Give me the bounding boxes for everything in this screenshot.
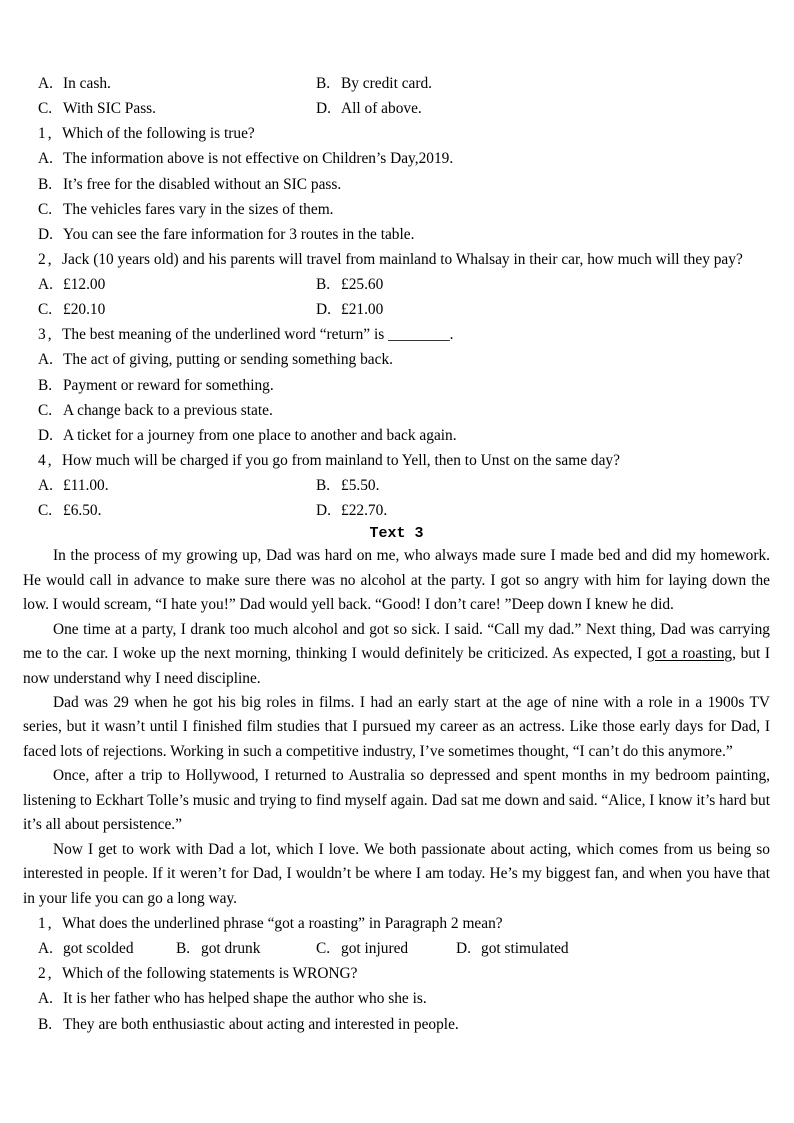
- question-text: Which of the following is true?: [62, 125, 255, 143]
- question-text: The best meaning of the underlined word “return” is ________.: [62, 326, 454, 344]
- option-text: £22.70.: [341, 502, 388, 520]
- option-d: [316, 498, 387, 523]
- option-row: [38, 1012, 756, 1037]
- option-row: [38, 936, 756, 961]
- option-text: £21.00: [341, 301, 384, 319]
- option-text: It is her father who has helped shape the author who she is.: [63, 990, 427, 1008]
- option-row: [38, 272, 756, 297]
- option-b: [316, 272, 383, 297]
- option-label: B.: [38, 376, 53, 394]
- question-number: 4 ,: [38, 448, 62, 473]
- option-row: [38, 423, 756, 448]
- option-text: You can see the fare information for 3 routes in the table.: [63, 225, 415, 243]
- option-row: [38, 347, 756, 372]
- option-row: [38, 398, 756, 423]
- option-c: [316, 936, 408, 961]
- option-row: [38, 172, 756, 197]
- option-row: [38, 71, 756, 96]
- question-1: [38, 121, 756, 146]
- question-4: [38, 448, 756, 473]
- question-3: [38, 322, 756, 347]
- option-text: £11.00.: [63, 477, 109, 494]
- text3-question-1: [38, 911, 756, 936]
- option-label: C.: [38, 502, 53, 520]
- paragraph-2: [23, 618, 770, 691]
- question-number: 2 ,: [38, 961, 62, 986]
- option-label: D.: [316, 301, 331, 319]
- option-text: got scolded: [63, 940, 134, 958]
- question-number: 1 ,: [38, 911, 62, 936]
- option-label: B.: [176, 940, 191, 958]
- option-label: C.: [316, 940, 331, 958]
- option-a: [38, 940, 134, 957]
- reading-passage: [23, 544, 770, 911]
- option-row: [38, 297, 756, 322]
- option-label: D.: [38, 225, 53, 243]
- option-row: [38, 197, 756, 222]
- option-label: B.: [38, 1015, 53, 1033]
- option-d: [456, 936, 569, 961]
- option-text: £12.00: [63, 276, 106, 293]
- paragraph-4: Once, after a trip to Hollywood, I returned to Australia so depressed and spent months in my bedroom painting, listening to Eckhart Tolle’s music and trying to find myself again. Dad sat me down and said. “Alice, I know it’s hard but it’s all about persistence.”: [23, 767, 770, 834]
- option-label: B.: [316, 477, 331, 494]
- option-a: [38, 477, 109, 494]
- option-label: A.: [38, 150, 53, 168]
- option-b: [316, 473, 379, 498]
- question-number: 1 ,: [38, 121, 62, 146]
- option-text: Payment or reward for something.: [63, 376, 274, 394]
- content-area: [23, 71, 770, 1037]
- option-text: got stimulated: [481, 940, 569, 958]
- option-a: [38, 276, 105, 293]
- option-label: B.: [316, 75, 331, 92]
- option-c: [38, 301, 105, 318]
- option-label: C.: [38, 301, 53, 319]
- option-label: A.: [38, 351, 53, 369]
- option-b: [176, 936, 260, 961]
- paragraph-3: Dad was 29 when he got his big roles in films. I had an early start at the age of nine with a role in a 1900s TV series, but it wasn’t until I finished film studies that I pursued my career as an actress. Like those early days for Dad, I faced lots of rejections. Working in such a competitive industry, I’ve sometimes thought, “I can’t do this anymore.”: [23, 693, 770, 760]
- option-text: £5.50.: [341, 477, 380, 494]
- option-row: [38, 146, 756, 171]
- option-c: [38, 100, 156, 117]
- option-row: [38, 498, 756, 523]
- question-number: 3 ,: [38, 322, 62, 347]
- option-b: [316, 71, 432, 96]
- option-label: A.: [38, 276, 53, 293]
- text3-question-2: [38, 961, 756, 986]
- question-number: 2 ,: [38, 247, 62, 272]
- underlined-phrase: got a roasting: [646, 645, 733, 663]
- option-text: A change back to a previous state.: [63, 401, 273, 419]
- question-2: [38, 247, 756, 272]
- option-text: With SIC Pass.: [63, 100, 157, 118]
- paragraph-2-before: One time at a party, I drank too much alcohol and got so sick. I said. “Call my dad.” Next thing, Dad was carrying me to the car. I woke up the next morning, thinking I would definitely be criticized. As expected, I: [23, 620, 770, 663]
- option-text: They are both enthusiastic about acting and interested in people.: [63, 1015, 459, 1033]
- paragraph-1: In the process of my growing up, Dad was hard on me, who always made sure I made bed and did my homework. He would call in advance to make sure there was no alcohol at the party. I got so angry with him for laying down the low. I would scream, “I hate you!” Dad would yell back. “Good! I don’t care! ”Deep down I knew he did.: [23, 547, 770, 614]
- option-row: [38, 96, 756, 121]
- option-d: [316, 96, 422, 121]
- enumeration-comma: ,: [47, 326, 52, 344]
- option-text: In cash.: [63, 75, 111, 92]
- option-label: A.: [38, 75, 53, 92]
- option-text: £20.10: [63, 301, 106, 319]
- enumeration-comma: ,: [47, 965, 52, 983]
- option-text: By credit card.: [341, 75, 433, 92]
- option-text: The act of giving, putting or sending something back.: [63, 351, 393, 369]
- option-label: A.: [38, 990, 53, 1008]
- option-text: The vehicles fares vary in the sizes of them.: [63, 200, 334, 218]
- text3-heading: Text 3: [369, 525, 424, 543]
- enumeration-comma: ,: [47, 125, 52, 143]
- option-text: A ticket for a journey from one place to another and back again.: [63, 426, 457, 444]
- option-label: B.: [38, 175, 53, 193]
- paragraph-2-after: , but I now understand why I need discipline.: [23, 645, 770, 687]
- option-label: B.: [316, 276, 331, 293]
- enumeration-comma: ,: [47, 451, 52, 469]
- enumeration-comma: ,: [47, 250, 52, 268]
- question-text: How much will be charged if you go from mainland to Yell, then to Unst on the same day?: [62, 451, 620, 469]
- enumeration-comma: ,: [47, 915, 52, 933]
- question-text: What does the underlined phrase “got a roasting” in Paragraph 2 mean?: [62, 915, 503, 933]
- option-text: All of above.: [341, 100, 422, 118]
- option-label: D.: [38, 426, 53, 444]
- option-text: The information above is not effective on Children’s Day,2019.: [63, 150, 454, 168]
- option-label: A.: [38, 940, 53, 958]
- question-text: Jack (10 years old) and his parents will travel from mainland to Whalsay in their car, how much will they pay?: [62, 250, 743, 268]
- option-label: C.: [38, 200, 53, 218]
- option-text: got injured: [341, 940, 409, 958]
- option-row: [38, 473, 756, 498]
- option-row: [38, 222, 756, 247]
- option-label: A.: [38, 477, 53, 494]
- option-label: C.: [38, 401, 53, 419]
- paragraph-5: Now I get to work with Dad a lot, which I love. We both passionate about acting, which comes from us being so interested in people. If it weren’t for Dad, I wouldn’t be where I am today. He’s my biggest fan, and when you have that in your life you can go a long way.: [23, 840, 770, 907]
- option-text: £25.60: [341, 276, 384, 293]
- question-text: Which of the following statements is WRONG?: [62, 965, 358, 983]
- option-label: D.: [316, 100, 331, 118]
- option-label: C.: [38, 100, 53, 118]
- option-row: [38, 373, 756, 398]
- option-text: It’s free for the disabled without an SIC pass.: [63, 175, 342, 193]
- option-d: [316, 297, 383, 322]
- option-row: [38, 986, 756, 1011]
- option-c: [38, 502, 101, 519]
- option-label: D.: [316, 502, 331, 520]
- option-text: £6.50.: [63, 502, 102, 520]
- option-text: got drunk: [201, 940, 261, 958]
- option-a: [38, 75, 111, 92]
- option-label: D.: [456, 940, 471, 958]
